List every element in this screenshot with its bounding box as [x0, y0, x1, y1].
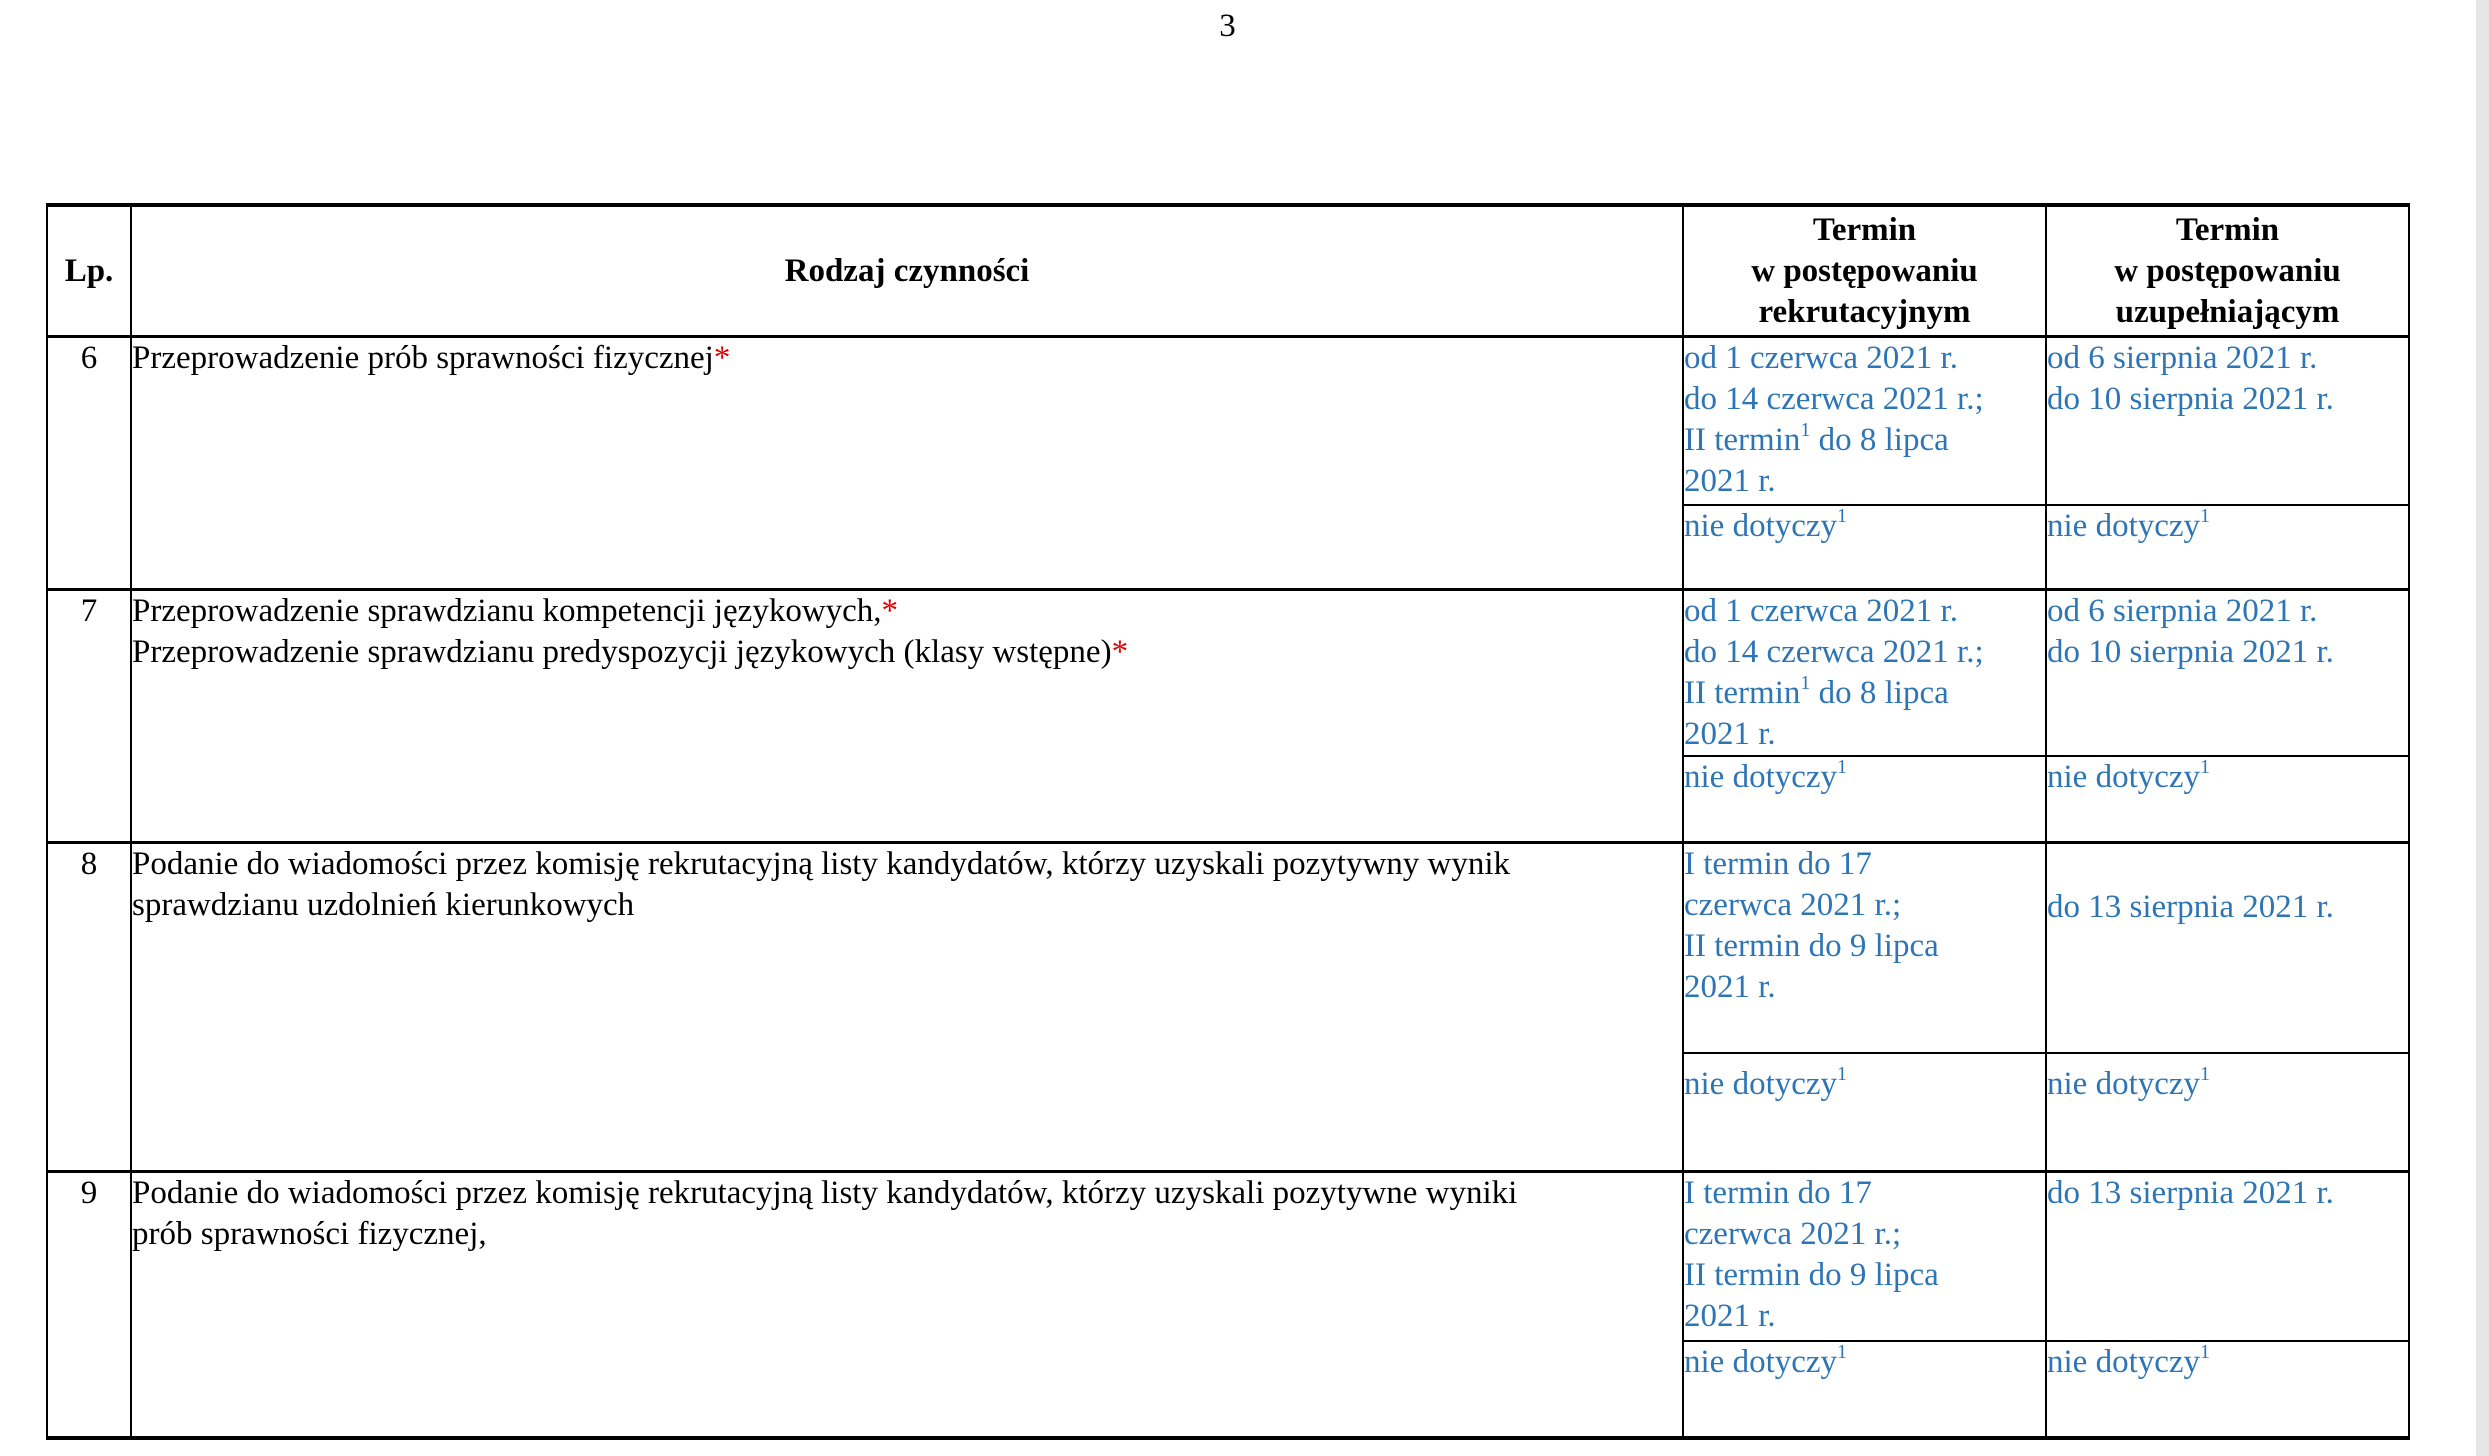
recruitment-note-cell [1683, 1053, 2046, 1172]
header-activity: Rodzaj czynności [131, 205, 1683, 337]
note-text: nie dotyczy [2047, 1344, 2201, 1380]
table-row [47, 1172, 2409, 1342]
activity-cell [131, 1172, 1683, 1439]
term-line: do 13 sierpnia 2021 r. [2047, 889, 2334, 925]
footnote-mark: 1 [1800, 419, 1811, 441]
term-line: od 1 czerwca 2021 r. [1684, 593, 1958, 629]
term-line: czerwca 2021 r.; [1684, 887, 1902, 923]
note-text: nie dotyczy [1684, 1066, 1838, 1102]
activity-line [132, 591, 1682, 632]
required-star: * [1111, 634, 1129, 670]
note-text: nie dotyczy [1684, 759, 1838, 795]
required-star: * [713, 340, 731, 376]
header-recruitment-line: rekrutacyjnym [1758, 293, 1971, 330]
activity-text: Przeprowadzenie sprawdzianu kompetencji językowych, [132, 593, 882, 629]
recruitment-term-cell [1683, 590, 2046, 757]
footnote-mark: 1 [2200, 505, 2211, 527]
recruitment-term-cell [1683, 843, 2046, 1054]
footnote-mark: 1 [1800, 672, 1811, 694]
recruitment-note-cell [1683, 756, 2046, 843]
term-line: I termin do 17 [1684, 846, 1872, 882]
viewer-scroll-edge [2476, 0, 2489, 1456]
activity-cell [131, 337, 1683, 590]
note-text: nie dotyczy [2047, 508, 2201, 544]
footnote-mark: 1 [2200, 756, 2211, 778]
supplementary-note-cell [2046, 505, 2409, 590]
term-line: czerwca 2021 r.; [1684, 1216, 1902, 1252]
table-row [47, 843, 2409, 1054]
term-text: II termin [1684, 675, 1801, 711]
header-recruitment-line: w postępowaniu [1751, 252, 1978, 289]
footnote-mark: 1 [1837, 1341, 1848, 1363]
term-line: 2021 r. [1684, 716, 1776, 752]
activity-cell [131, 590, 1683, 843]
footnote-mark: 1 [1837, 1063, 1848, 1085]
supplementary-term-cell [2046, 1172, 2409, 1342]
table-row [47, 590, 2409, 757]
term-line: 2021 r. [1684, 969, 1776, 1005]
supplementary-note-cell [2046, 1053, 2409, 1172]
supplementary-term-cell [2046, 843, 2409, 1054]
page-number: 3 [1219, 8, 1236, 44]
term-text: II termin [1684, 422, 1801, 458]
recruitment-term-cell [1683, 337, 2046, 506]
row-number: 8 [47, 843, 131, 1172]
term-text: do 8 lipca [1810, 422, 1949, 458]
term-line: 2021 r. [1684, 1298, 1776, 1334]
term-line: 2021 r. [1684, 463, 1776, 499]
activity-text: Przeprowadzenie sprawdzianu predyspozycji językowych (klasy wstępne) [132, 634, 1112, 670]
note-text: nie dotyczy [1684, 1344, 1838, 1380]
term-line: do 13 sierpnia 2021 r. [2047, 1175, 2334, 1211]
term-line: od 6 sierpnia 2021 r. [2047, 340, 2318, 376]
term-line: II termin do 9 lipca [1684, 928, 1939, 964]
supplementary-note-cell [2046, 1341, 2409, 1438]
term-line: I termin do 17 [1684, 1175, 1872, 1211]
recruitment-term-cell [1683, 1172, 2046, 1342]
note-text: nie dotyczy [2047, 1066, 2201, 1102]
supplementary-note-cell [2046, 756, 2409, 843]
term-line: do 10 sierpnia 2021 r. [2047, 381, 2334, 417]
activity-line [132, 632, 1682, 673]
activity-line: prób sprawności fizycznej, [132, 1216, 487, 1252]
term-line: do 14 czerwca 2021 r.; [1684, 381, 1984, 417]
term-line: do 10 sierpnia 2021 r. [2047, 634, 2334, 670]
activity-text: Przeprowadzenie prób sprawności fizycznej [132, 340, 714, 376]
header-supplementary-line: Termin [2175, 211, 2280, 248]
term-line: od 1 czerwca 2021 r. [1684, 340, 1958, 376]
footnote-mark: 1 [1837, 756, 1848, 778]
activity-line: sprawdzianu uzdolnień kierunkowych [132, 887, 635, 923]
term-text: do 8 lipca [1810, 675, 1949, 711]
activity-line: Podanie do wiadomości przez komisję rekrutacyjną listy kandydatów, którzy uzyskali pozytywny wynik [132, 846, 1511, 882]
footnote-mark: 1 [2200, 1341, 2211, 1363]
row-number: 7 [47, 590, 131, 843]
supplementary-term-cell [2046, 337, 2409, 506]
header-lp: Lp. [47, 205, 131, 337]
table-header-row [47, 205, 2409, 337]
term-line [1684, 673, 2045, 714]
footnote-mark: 1 [1837, 505, 1848, 527]
supplementary-term-cell [2046, 590, 2409, 757]
term-line: II termin do 9 lipca [1684, 1257, 1939, 1293]
activity-cell [131, 843, 1683, 1172]
term-line: od 6 sierpnia 2021 r. [2047, 593, 2318, 629]
recruitment-schedule-table [46, 203, 2410, 1440]
table-row [47, 337, 2409, 506]
footnote-mark: 1 [2200, 1063, 2211, 1085]
recruitment-note-cell [1683, 505, 2046, 590]
row-number: 9 [47, 1172, 131, 1439]
required-star: * [881, 593, 899, 629]
note-text: nie dotyczy [1684, 508, 1838, 544]
header-supplementary-term [2046, 205, 2409, 337]
recruitment-note-cell [1683, 1341, 2046, 1438]
activity-line: Podanie do wiadomości przez komisję rekrutacyjną listy kandydatów, którzy uzyskali pozytywne wyniki [132, 1175, 1518, 1211]
header-recruitment-term [1683, 205, 2046, 337]
header-recruitment-line: Termin [1812, 211, 1917, 248]
term-line: do 14 czerwca 2021 r.; [1684, 634, 1984, 670]
term-line [1684, 420, 2045, 461]
note-text: nie dotyczy [2047, 759, 2201, 795]
row-number: 6 [47, 337, 131, 590]
header-supplementary-line: uzupełniającym [2115, 293, 2340, 330]
header-supplementary-line: w postępowaniu [2114, 252, 2341, 289]
